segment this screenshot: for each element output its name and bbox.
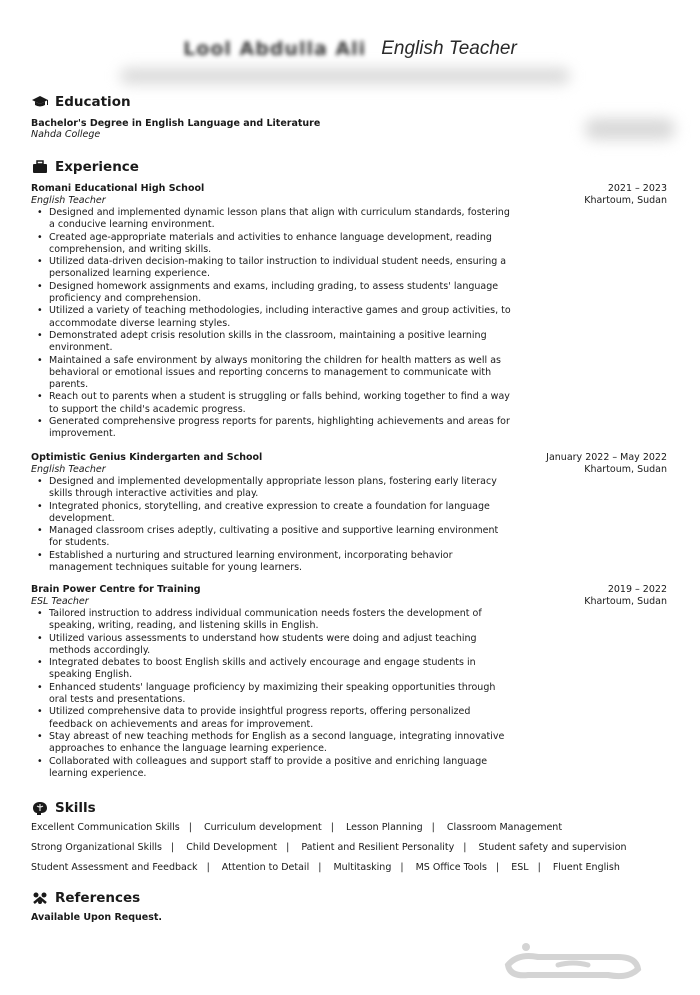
bullet-item: • Stay abreast of new teaching methods for English as a second language, integrating innovative approaches to enhance the language learning experience. [31, 731, 513, 756]
bullet-item: • Utilized a variety of teaching methodologies, including interactive games and group activities, to accommodate diverse learning styles. [31, 305, 513, 330]
skill-item: Multitasking [333, 862, 392, 873]
skill-item: Fluent English [552, 862, 620, 873]
skills-heading-label: Skills [55, 800, 96, 816]
skill-item: Curriculum development [203, 822, 322, 833]
skill-item: Child Development [186, 842, 278, 853]
job-location: Khartoum, Sudan [584, 195, 667, 206]
degree-title: Bachelor's Degree in English Language and Literature [31, 118, 321, 129]
job-role: ESL Teacher [31, 596, 89, 607]
job-entry-3 [31, 584, 671, 780]
school-name: Nahda College [31, 129, 101, 140]
skill-item: Student Assessment and Feedback [31, 862, 198, 873]
skill-item: Strong Organizational Skills [31, 842, 162, 853]
company-name: Optimistic Genius Kindergarten and School [31, 452, 263, 463]
redacted-photo-area [585, 118, 675, 140]
bullet-item: • Utilized data-driven decision-making to tailor instruction to individual student needs, ensuring a personalized learning experience. [31, 256, 513, 281]
bullet-item: • Created age-appropriate materials and activities to enhance language development, reading comprehension, and writing skills. [31, 232, 513, 257]
skill-item: Lesson Planning [345, 822, 423, 833]
skills-row: Student Assessment and Feedback | Attention to Detail | Multitasking | MS Office Tools | ESL | Fluent English [31, 862, 620, 873]
bullet-item: • Enhanced students' language proficiency by maximizing their speaking opportunities through oral tests and presentations. [31, 682, 513, 707]
skill-item: Excellent Communication Skills [31, 822, 180, 833]
bullet-item: • Collaborated with colleagues and support staff to provide a positive and enriching language learning experience. [31, 756, 513, 781]
company-name: Romani Educational High School [31, 183, 205, 194]
skills-row: Excellent Communication Skills | Curriculum development | Lesson Planning | Classroom Management [31, 822, 563, 833]
job-entry-2 [31, 452, 671, 574]
bullet-item: • Demonstrated adept crisis resolution skills in the classroom, maintaining a positive learning environment. [31, 330, 513, 355]
job-location: Khartoum, Sudan [584, 464, 667, 475]
bullet-item: • Utilized various assessments to understand how students were doing and adjust teaching methods accordingly. [31, 633, 513, 658]
bullet-item: • Integrated phonics, storytelling, and creative expression to create a foundation for language development. [31, 501, 513, 526]
education-heading [31, 94, 131, 110]
skills-row: Strong Organizational Skills | Child Development | Patient and Resilient Personality | Student safety and supervision [31, 842, 627, 853]
bullet-item: • Utilized comprehensive data to provide insightful progress reports, offering personalized feedback on achievements and areas for improvement. [31, 706, 513, 731]
redacted-contact-info [120, 68, 570, 84]
job-dates: January 2022 – May 2022 [546, 452, 667, 463]
references-heading-label: References [55, 890, 141, 906]
bullet-item: • Designed homework assignments and exams, including grading, to assess students' language proficiency and comprehension. [31, 281, 513, 306]
skills-list [31, 818, 651, 878]
bullet-item: • Generated comprehensive progress reports for parents, highlighting achievements and areas for improvement. [31, 416, 513, 441]
skill-item: Attention to Detail [221, 862, 310, 873]
education-entry [31, 118, 320, 140]
job-location: Khartoum, Sudan [584, 596, 667, 607]
haraj-watermark-logo [498, 935, 648, 985]
job-bullets [31, 608, 513, 780]
skill-item: MS Office Tools [415, 862, 488, 873]
bullet-item: • Managed classroom crises adeptly, cultivating a positive and supportive learning environment for students. [31, 525, 513, 550]
skill-item: Classroom Management [446, 822, 563, 833]
bullet-item: • Reach out to parents when a student is struggling or falls behind, working together to find a way to support the child's academic progress. [31, 391, 513, 416]
job-role: English Teacher [31, 464, 106, 475]
skills-heading [31, 800, 96, 816]
company-name: Brain Power Centre for Training [31, 584, 201, 595]
experience-heading [31, 159, 139, 175]
resume-header [0, 38, 700, 68]
skill-item: ESL [511, 862, 529, 873]
bullet-item: • Integrated debates to boost English skills and actively encourage and engage students in speaking English. [31, 657, 513, 682]
bullet-item: • Designed and implemented developmentally appropriate lesson plans, fostering early literacy skills through interactive activities and play. [31, 476, 513, 501]
graduation-cap-icon [31, 94, 49, 110]
job-dates: 2019 – 2022 [607, 584, 667, 595]
handshake-icon [31, 890, 49, 906]
bullet-item: • Tailored instruction to address individual communication needs fosters the development of speaking, writing, reading, and listening skills in English. [31, 608, 513, 633]
education-heading-label: Education [55, 94, 131, 110]
bullet-item: • Designed and implemented dynamic lesson plans that align with curriculum standards, fostering a conducive learning environment. [31, 207, 513, 232]
job-entry-1 [31, 183, 671, 441]
job-title: English Teacher [381, 38, 517, 59]
job-bullets [31, 207, 513, 441]
bullet-item: • Maintained a safe environment by always monitoring the children for health matters as well as behavioral or emotional issues and reporting concerns to management to communicate with parents. [31, 355, 513, 392]
job-dates: 2021 – 2023 [607, 183, 667, 194]
skill-item: Student safety and supervision [478, 842, 627, 853]
candidate-name-blurred: Lool Abdulla Ali [183, 38, 367, 60]
bullet-item: • Established a nurturing and structured learning environment, incorporating behavior management techniques suitable for young learners. [31, 550, 513, 575]
brain-icon [31, 800, 49, 816]
references-heading [31, 890, 140, 906]
job-role: English Teacher [31, 195, 106, 206]
job-bullets [31, 476, 513, 574]
experience-heading-label: Experience [55, 159, 139, 175]
references-text: Available Upon Request. [31, 912, 163, 923]
skill-item: Patient and Resilient Personality [301, 842, 455, 853]
briefcase-icon [31, 159, 49, 175]
